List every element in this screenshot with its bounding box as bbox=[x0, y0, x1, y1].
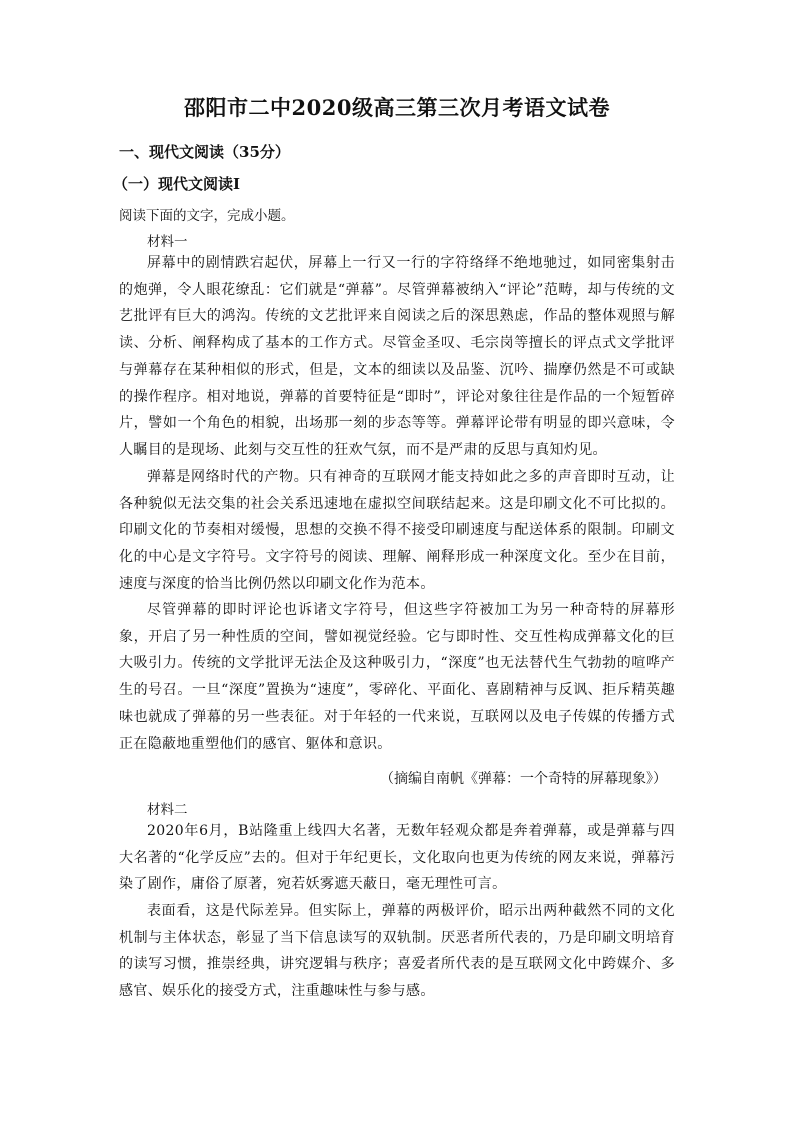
material-one-source: （摘编自南帆《弹幕：一个奇特的屏幕现象》） bbox=[380, 771, 667, 787]
section-heading-modern-reading: 一、现代文阅读（35分） bbox=[119, 143, 290, 161]
material-one-paragraph-2: 弹幕是网络时代的产物。只有神奇的互联网才能支持如此之多的声音即时互动，让各种貌似无法交集的社会关系迅速地在虚拟空间联结起来。这是印刷文化不可比拟的。印刷文化的节奏相对缓慢，思想的交换不得不接受印刷速度与配送体系的限制。印刷文化的中心是文字符号。文字符号的阅读、理解、阐释形成一种深度文化。至少在目前，速度与深度的恰当比例仍然以印刷文化作为范本。 bbox=[119, 469, 675, 592]
material-two-paragraph-2: 表面看，这是代际差异。但实际上，弹幕的两极评价，昭示出两种截然不同的文化机制与主体状态，彰显了当下信息读写的双轨制。厌恶者所代表的，乃是印刷文明培育的读写习惯，推崇经典，讲究逻辑与秩序；喜爱者所代表的是互联网文化中跨媒介、多感官、娱乐化的接受方式，注重趣味性与参与感。 bbox=[119, 903, 675, 1000]
material-two-paragraph-1: 2020年6月，B站隆重上线四大名著，无数年轻观众都是奔着弹幕，或是弹幕与四大名著的“化学反应”去的。但对于年纪更长，文化取向也更为传统的网友来说，弹幕污染了剧作，庸俗了原著，宛若妖雾遮天蔽日，毫无理性可言。 bbox=[119, 823, 675, 893]
exam-title: 邵阳市二中2020级高三第三次月考语文试卷 bbox=[184, 95, 610, 120]
material-one-label: 材料一 bbox=[147, 234, 188, 250]
subsection-heading-reading-1: （一）现代文阅读Ⅰ bbox=[113, 175, 241, 193]
material-one-paragraph-1: 屏幕中的剧情跌宕起伏，屏幕上一行又一行的字符络绎不绝地驰过，如同密集射击的炮弹，令人眼花缭乱：它们就是“弹幕”。尽管弹幕被纳入“评论”范畴，却与传统的文艺批评有巨大的鸿沟。传统的文艺批评来自阅读之后的深思熟虑，作品的整体观照与解读、分析、阐释构成了基本的工作方式。尽管金圣叹、毛宗岗等擅长的评点式文学批评与弹幕存在某种相似的形式，但是，文本的细读以及品鉴、沉吟、揣摩仍然是不可或缺的操作程序。相对地说，弹幕的首要特征是“即时”，评论对象往往是作品的一个短暂碎片，譬如一个角色的相貌，出场那一刻的步态等等。弹幕评论带有明显的即兴意味，令人瞩目的是现场、此刻与交互性的狂欢气氛，而不是严肃的反思与真知灼见。 bbox=[119, 255, 675, 458]
instruction-text: 阅读下面的文字，完成小题。 bbox=[119, 208, 295, 224]
material-one-paragraph-3: 尽管弹幕的即时评论也诉诸文字符号，但这些字符被加工为另一种奇特的屏幕形象，开启了另一种性质的空间，譬如视觉经验。它与即时性、交互性构成弹幕文化的巨大吸引力。传统的文学批评无法企及这种吸引力，“深度”也无法替代生气勃勃的喧哗产生的号召。一旦“深度”置换为“速度”，零碎化、平面化、喜剧精神与反讽、拒斥精英趣味也就成了弹幕的另一些表征。对于年轻的一代来说，互联网以及电子传媒的传播方式正在隐蔽地重塑他们的感官、躯体和意识。 bbox=[119, 602, 675, 752]
material-two-label: 材料二 bbox=[147, 802, 188, 818]
